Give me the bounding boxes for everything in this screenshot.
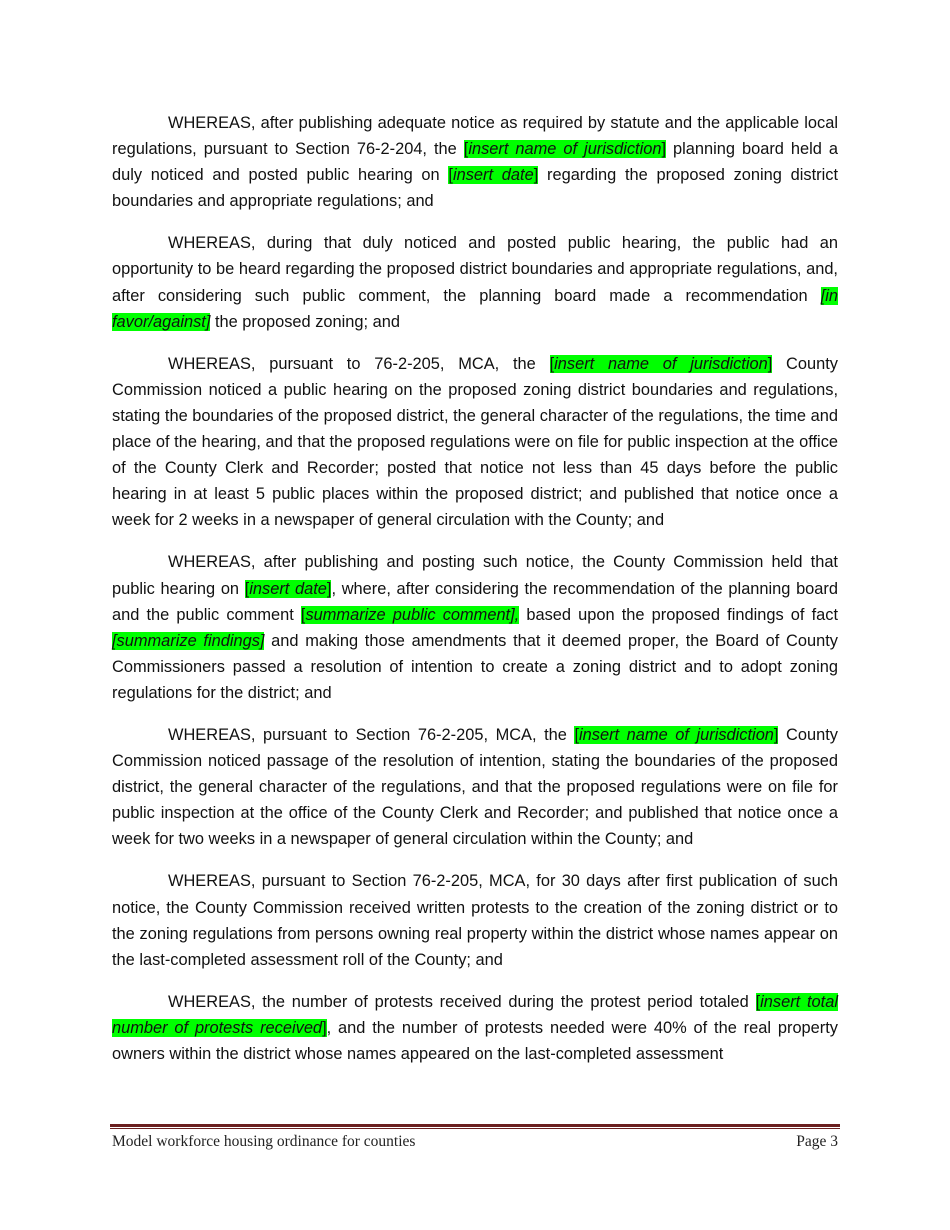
paragraph-5 (112, 722, 838, 852)
placeholder-highlight: insert name of jurisdiction (554, 354, 768, 373)
paragraph-text: WHEREAS, after publishing adequate notice as required by statute and the applicable local regulations, pursuant to Section 76-2-204, the (112, 114, 838, 159)
paragraph-text: planning board held a duly noticed and posted public hearing on (112, 140, 839, 185)
document-body (112, 110, 838, 1083)
placeholder-highlight: ] (767, 354, 773, 373)
paragraph-text: the proposed zoning; and (210, 312, 400, 331)
placeholder-highlight: ] (326, 579, 332, 598)
placeholder-highlight: ] (773, 725, 779, 744)
placeholder-highlight: [ (549, 354, 555, 373)
page-number: Page 3 (796, 1133, 838, 1150)
paragraph-text: , and the number of protests needed were 40% of the real property owners within the district whose names appeared on the last-completed assessment (112, 1018, 838, 1063)
paragraph-text: County Commission noticed passage of the resolution of intention, stating the boundaries of the proposed district, the general character of the regulations, and that the proposed regulations were on file for public inspection at the office of the County Clerk and Recorder; and published that notice once a week for two weeks in a newspaper of general circulation within the County; and (112, 725, 838, 849)
paragraph-text: , where, after considering the recommendation of the planning board and the public comment (112, 579, 838, 624)
placeholder-highlight: insert date (249, 579, 327, 598)
page-footer (112, 1133, 838, 1151)
paragraph-text: based upon the proposed findings of fact (519, 605, 838, 624)
paragraph-1 (112, 110, 838, 214)
paragraph-text: WHEREAS, pursuant to 76-2-205, MCA, the (168, 354, 550, 373)
placeholder-highlight: [ (300, 605, 306, 624)
paragraph-text: County Commission noticed a public hearing on the proposed zoning district boundaries and regulations, stating the boundaries of the proposed district, the general character of the regulations, the time and place of the hearing, and that the proposed regulations were on file for public inspection at the office of the County Clerk and Recorder; posted that notice not less than 45 days before the public hearing in at least 5 public places within the proposed district; and published that notice once a week for 2 weeks in a newspaper of general circulation with the County; and (112, 354, 838, 530)
footer-title: Model workforce housing ordinance for counties (112, 1133, 416, 1150)
placeholder-highlight: [ (448, 166, 453, 185)
paragraph-6 (112, 868, 838, 972)
placeholder-highlight: summarize public comment], (305, 605, 520, 624)
paragraph-2 (112, 230, 838, 334)
placeholder-highlight: [ (574, 725, 580, 744)
placeholder-highlight: [ (244, 579, 250, 598)
placeholder-highlight: [ (463, 140, 469, 159)
paragraph-4 (112, 549, 838, 706)
placeholder-highlight: ] (322, 1018, 327, 1037)
paragraph-3 (112, 351, 838, 534)
placeholder-highlight: ] (661, 140, 667, 159)
footer-rule (110, 1124, 840, 1129)
placeholder-highlight: ] (533, 166, 539, 185)
paragraph-text: WHEREAS, pursuant to Section 76-2-205, MCA, the (168, 725, 575, 744)
paragraph-text: WHEREAS, the number of protests received during the protest period totaled (168, 992, 756, 1011)
paragraph-text: WHEREAS, during that duly noticed and posted public hearing, the public had an opportunity to be heard regarding the proposed district boundaries and appropriate regulations, and, after considering such public comment, the planning board made a recommendation (112, 234, 838, 305)
paragraph-text: WHEREAS, pursuant to Section 76-2-205, MCA, for 30 days after first publication of such notice, the County Commission received written protests to the creation of the zoning district or to the zoning regulations from persons owning real property within the district whose names appear on the last-completed assessment roll of the County; and (112, 872, 838, 969)
placeholder-highlight: insert name of jurisdiction (579, 725, 774, 744)
paragraph-text: regarding the proposed zoning district boundaries and appropriate regulations; and (112, 166, 839, 211)
paragraph-text: and making those amendments that it deemed proper, the Board of County Commissioners passed a resolution of intention to create a zoning district and to adopt zoning regulations for the district; and (112, 631, 838, 702)
paragraph-7 (112, 989, 838, 1067)
placeholder-highlight: [ (755, 992, 761, 1011)
paragraph-text: WHEREAS, after publishing and posting such notice, the County Commission held that public hearing on (112, 553, 838, 598)
placeholder-highlight: insert date (452, 166, 534, 185)
placeholder-highlight: insert total number of protests received (112, 992, 838, 1037)
placeholder-highlight: [in favor/against] (112, 286, 838, 331)
placeholder-highlight: [summarize findings] (112, 631, 265, 650)
placeholder-highlight: insert name of jurisdiction (468, 140, 662, 159)
